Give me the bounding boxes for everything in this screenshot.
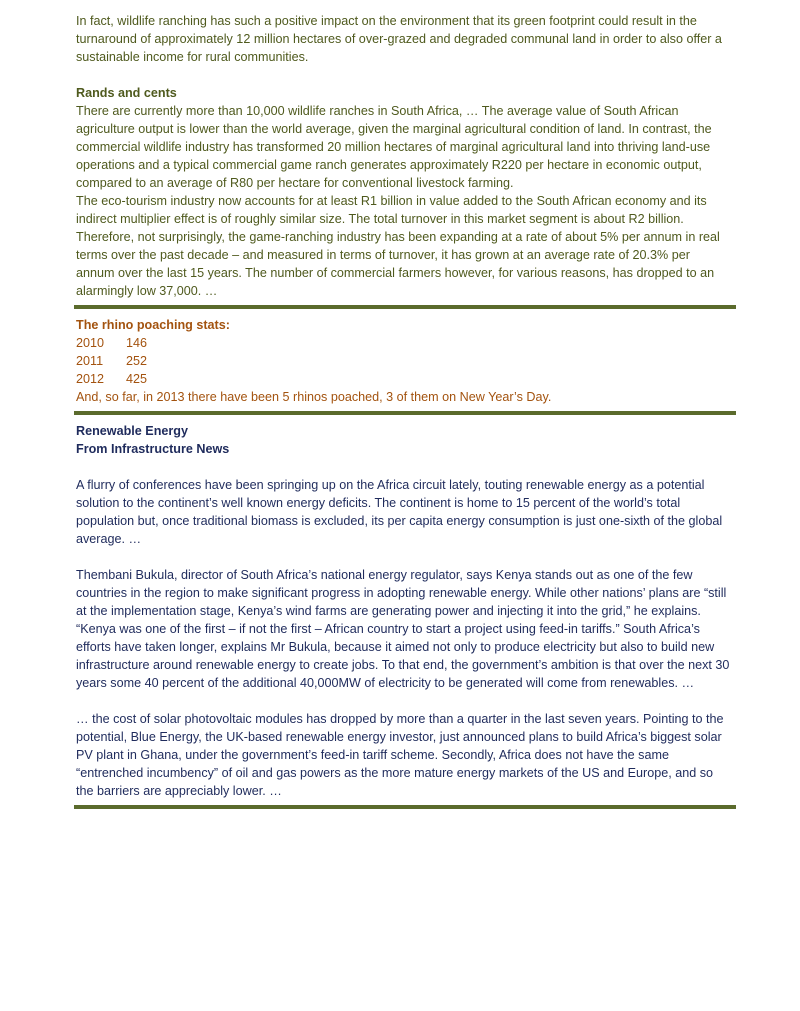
rhino-stat-row	[76, 352, 730, 370]
stat-year: 2011	[76, 354, 104, 368]
rhino-stats-heading: The rhino poaching stats:	[76, 318, 230, 332]
stat-year: 2012	[76, 372, 105, 386]
wildlife-intro-paragraph: In fact, wildlife ranching has such a positive impact on the environment that its green footprint could result in the turnaround of approximately 12 million hectares of over-grazed and degraded communal land in order to also offer a sustainable income for rural communities.	[76, 14, 722, 64]
bukula-paragraph: Thembani Bukula, director of South Africa’s national energy regulator, says Kenya stands out as one of the few countries in the region to make significant progress in adopting renewable energy. While other nations’ plans are “still at the implementation stage, Kenya’s wind farms are generating power and injecting it into the grid,” he explains.	[76, 568, 727, 618]
rhino-stat-row	[76, 370, 730, 388]
rands-and-cents-heading: Rands and cents	[76, 86, 177, 100]
renewable-energy-heading: Renewable Energy	[76, 424, 188, 438]
energy-section	[76, 422, 730, 800]
stat-year: 2010	[76, 336, 105, 350]
stat-count: 146	[126, 336, 148, 350]
section-divider	[74, 305, 736, 309]
stat-count: 252	[126, 354, 148, 368]
rhino-stat-row	[76, 334, 730, 352]
source-line: From Infrastructure News	[76, 442, 230, 456]
solar-pv-paragraph: … the cost of solar photovoltaic modules has dropped by more than a quarter in the last seven years. Pointing to the potential, Blue Energy, the UK-based renewable energy investor, just announced plans to build Africa’s biggest solar PV plant in Ghana, under the government’s feed-in tariff scheme. Secondly, Africa does not have the same “entrenched incumbency” of oil and gas powers as the more mature energy markets of the US and Europe, and so the barriers are appreciably lower. …	[76, 712, 724, 798]
stat-count: 425	[126, 372, 148, 386]
conferences-paragraph: A flurry of conferences have been springing up on the Africa circuit lately, touting renewable energy as a potential solution to the continent’s well known energy deficits. The continent is home to 15 percent of the world’s total population but, once traditional biomass is excluded, its per capita energy consumption is just one-sixth of the global average. …	[76, 478, 723, 546]
feed-in-tariffs-paragraph: “Kenya was one of the first – if not the first – African country to start a project using feed-in tariffs.” South Africa’s efforts have taken longer, explains Mr Bukula, because it aimed not only to produce electricity but also to build new infrastructure around renewable energy to create jobs. To that end, the government’s ambition is that over the next 30 years some 40 percent of the additional 40,000MW of electricity to be generated will come from renewables. …	[76, 622, 730, 690]
rhino-section	[76, 316, 730, 406]
rhino-2013-note: And, so far, in 2013 there have been 5 rhinos poached, 3 of them on New Year’s Day.	[76, 390, 552, 404]
section-divider	[74, 805, 736, 809]
eco-tourism-paragraph: The eco-tourism industry now accounts for at least R1 billion in value added to the South African economy and its indirect multiplier effect is of roughly similar size. The total turnover in this market segment is about R2 billion. Therefore, not surprisingly, the game-ranching industry has been expanding at a rate of about 5% per annum in real terms over the past decade – and measured in terms of turnover, it has grown at an average rate of 20.3% per annum over the last 15 years. The number of commercial farmers however, for various reasons, has dropped to an alarmingly low 37,000. …	[76, 194, 720, 298]
section-divider	[74, 411, 736, 415]
wildlife-section	[76, 12, 730, 300]
ranches-paragraph: There are currently more than 10,000 wildlife ranches in South Africa, … The average value of South African agriculture output is lower than the world average, given the marginal agricultural condition of land. In contrast, the commercial wildlife industry has transformed 20 million hectares of marginal agricultural land into thriving land-use operations and a typical commercial game ranch generates approximately R220 per hectare in economic output, compared to an average of R80 per hectare for conventional livestock farming.	[76, 104, 712, 190]
